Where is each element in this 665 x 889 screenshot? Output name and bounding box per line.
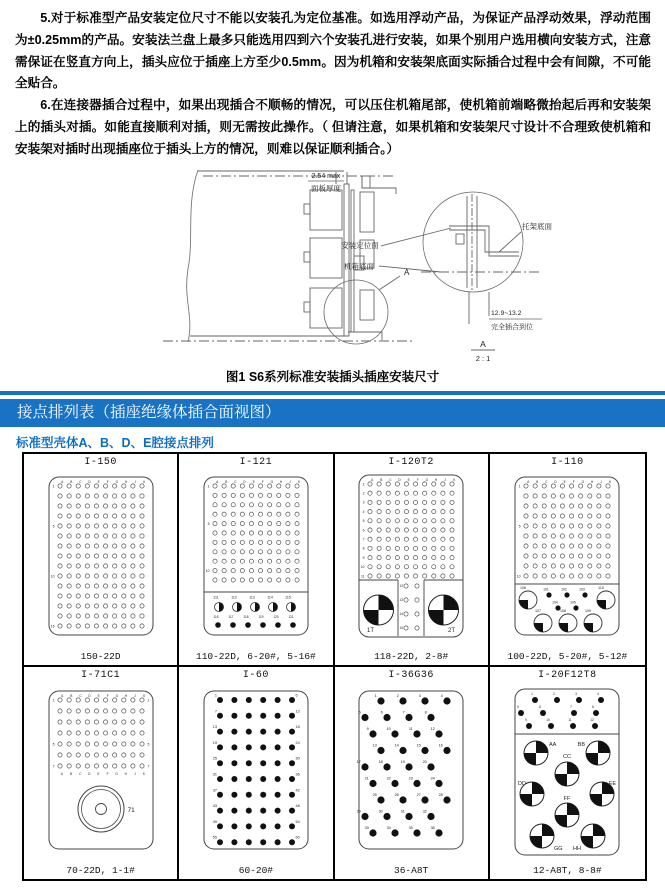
connector-drawing bbox=[31, 473, 171, 645]
svg-text:C: C bbox=[78, 693, 82, 698]
connector-caption: 36-A8T bbox=[394, 865, 429, 876]
svg-text:103: 103 bbox=[579, 587, 586, 592]
connector-caption: 110-22D, 6-20#, 5-16# bbox=[196, 650, 316, 662]
svg-text:7: 7 bbox=[402, 710, 405, 715]
svg-text:119: 119 bbox=[258, 615, 264, 620]
svg-text:J: J bbox=[289, 480, 291, 485]
svg-text:5: 5 bbox=[362, 519, 365, 524]
svg-text:K: K bbox=[609, 480, 612, 485]
svg-text:12: 12 bbox=[399, 584, 404, 589]
svg-text:42: 42 bbox=[295, 788, 300, 793]
svg-text:20: 20 bbox=[422, 759, 427, 764]
svg-text:H: H bbox=[124, 771, 127, 776]
svg-text:G: G bbox=[115, 693, 118, 698]
svg-text:5: 5 bbox=[358, 710, 361, 715]
svg-text:H: H bbox=[124, 480, 127, 485]
svg-text:13: 13 bbox=[372, 743, 377, 748]
detail-scale-label: 2 : 1 bbox=[475, 354, 491, 363]
connector-cell-I-110 bbox=[490, 454, 645, 667]
svg-text:10: 10 bbox=[386, 726, 391, 731]
svg-text:A: A bbox=[60, 693, 63, 698]
svg-text:7: 7 bbox=[362, 537, 365, 542]
svg-text:EE: EE bbox=[609, 780, 617, 787]
svg-text:12: 12 bbox=[590, 717, 595, 722]
svg-text:121: 121 bbox=[288, 615, 294, 620]
svg-text:E: E bbox=[407, 478, 410, 483]
svg-text:B: B bbox=[69, 771, 72, 776]
svg-text:E: E bbox=[563, 480, 567, 485]
svg-text:109: 109 bbox=[585, 609, 592, 614]
connector-caption: 70-22D, 1-1# bbox=[66, 865, 135, 876]
svg-text:113: 113 bbox=[249, 595, 255, 600]
section-subtitle: 标准型壳体A、B、D、E腔接点排列 bbox=[16, 436, 214, 450]
svg-text:31: 31 bbox=[400, 809, 405, 814]
svg-text:B: B bbox=[69, 480, 73, 485]
connector-caption: 60-20# bbox=[238, 865, 273, 876]
svg-text:C: C bbox=[389, 478, 392, 483]
svg-text:10: 10 bbox=[360, 565, 365, 570]
svg-text:4: 4 bbox=[597, 691, 600, 696]
svg-text:B: B bbox=[380, 478, 383, 483]
svg-text:2: 2 bbox=[362, 491, 365, 496]
svg-text:5: 5 bbox=[52, 524, 55, 529]
svg-text:11: 11 bbox=[361, 574, 365, 579]
svg-text:23: 23 bbox=[408, 776, 413, 781]
mate-dim-label: 12.9~13.2 bbox=[491, 310, 522, 317]
svg-text:G: G bbox=[270, 480, 273, 485]
svg-text:A: A bbox=[216, 480, 219, 485]
svg-text:24: 24 bbox=[430, 776, 435, 781]
svg-text:7: 7 bbox=[214, 709, 217, 714]
svg-text:1: 1 bbox=[52, 698, 55, 703]
svg-text:FF: FF bbox=[564, 795, 571, 802]
svg-text:11: 11 bbox=[408, 726, 413, 731]
connector-cell-I-60 bbox=[179, 667, 334, 880]
svg-text:32: 32 bbox=[422, 809, 427, 814]
svg-text:120: 120 bbox=[273, 615, 279, 620]
svg-text:37: 37 bbox=[212, 788, 217, 793]
svg-text:15: 15 bbox=[399, 626, 404, 631]
svg-text:19: 19 bbox=[212, 740, 217, 745]
svg-text:J: J bbox=[133, 480, 136, 485]
svg-text:K: K bbox=[142, 771, 145, 776]
connector-cell-I-20F12T8 bbox=[490, 667, 645, 880]
svg-text:5: 5 bbox=[147, 742, 150, 747]
svg-text:6: 6 bbox=[380, 710, 383, 715]
svg-text:AA: AA bbox=[549, 741, 557, 748]
svg-text:D: D bbox=[554, 480, 558, 485]
svg-text:48: 48 bbox=[295, 803, 300, 808]
svg-text:F: F bbox=[261, 480, 264, 485]
svg-text:4: 4 bbox=[362, 510, 365, 515]
svg-text:7: 7 bbox=[147, 764, 150, 769]
connector-caption: 12-A8T, 8-8# bbox=[533, 865, 602, 876]
svg-text:1: 1 bbox=[531, 691, 534, 696]
detail-a-title: A bbox=[480, 339, 486, 349]
svg-text:25: 25 bbox=[372, 792, 377, 797]
svg-text:117: 117 bbox=[228, 615, 234, 620]
svg-text:25: 25 bbox=[212, 756, 217, 761]
svg-text:10: 10 bbox=[205, 569, 210, 574]
svg-text:J: J bbox=[444, 478, 447, 483]
connector-drawing bbox=[341, 473, 481, 645]
connector-title: I-20F12T8 bbox=[538, 669, 597, 681]
connector-drawing bbox=[341, 687, 481, 859]
svg-text:D: D bbox=[88, 693, 91, 698]
connector-title: I-150 bbox=[84, 457, 117, 468]
connector-title: I-121 bbox=[239, 457, 273, 468]
connector-drawing bbox=[31, 687, 171, 859]
svg-text:HH: HH bbox=[573, 845, 582, 852]
section-banner-title: 接点排列表（插座绝缘体插合面视图） bbox=[17, 404, 281, 421]
svg-text:115: 115 bbox=[285, 595, 291, 600]
svg-text:7: 7 bbox=[570, 704, 573, 709]
svg-text:D: D bbox=[398, 478, 401, 483]
svg-text:5: 5 bbox=[518, 524, 521, 529]
svg-text:15: 15 bbox=[416, 743, 421, 748]
connector-cell-I-71C1 bbox=[24, 667, 179, 880]
svg-text:31: 31 bbox=[212, 772, 217, 777]
connector-drawing bbox=[186, 687, 326, 859]
chassis-bottom-label: 机箱底面 bbox=[344, 262, 374, 271]
svg-text:E: E bbox=[97, 480, 100, 485]
svg-text:43: 43 bbox=[212, 803, 217, 808]
svg-text:36: 36 bbox=[430, 825, 435, 830]
connector-cell-I-150 bbox=[24, 454, 179, 667]
svg-text:12: 12 bbox=[430, 726, 435, 731]
svg-text:G: G bbox=[115, 480, 118, 485]
connector-drawing bbox=[497, 687, 637, 859]
svg-text:110: 110 bbox=[598, 586, 605, 591]
svg-text:22: 22 bbox=[386, 776, 391, 781]
svg-text:55: 55 bbox=[212, 835, 217, 840]
svg-text:1: 1 bbox=[518, 484, 521, 489]
svg-text:1: 1 bbox=[207, 484, 210, 489]
svg-text:49: 49 bbox=[212, 819, 217, 824]
svg-text:30: 30 bbox=[378, 809, 383, 814]
svg-text:1T: 1T bbox=[367, 628, 375, 635]
svg-text:5: 5 bbox=[207, 522, 210, 527]
svg-text:3: 3 bbox=[362, 500, 365, 505]
paragraph-6: 6.在连接器插合过程中，如果出现插合不顺畅的情况，可以压住机箱尾部，使机箱前端略微抬起后再和安装架上的插头对插。如能直接顺利对插，则无需按此操作。（ 但请注意，如果机箱和安装架尺寸设计不合理致使机箱和安装架对插时出现插座位于插头上方的情况，则难以保证顺利插合。） bbox=[15, 98, 651, 156]
mate-text-label: 完全插合到位 bbox=[491, 324, 533, 331]
svg-text:2: 2 bbox=[396, 693, 399, 698]
svg-text:108: 108 bbox=[560, 609, 567, 614]
svg-text:9: 9 bbox=[366, 726, 369, 731]
svg-text:2T: 2T bbox=[448, 628, 456, 635]
svg-text:1: 1 bbox=[52, 484, 55, 489]
svg-text:BB: BB bbox=[578, 741, 586, 748]
section-banner bbox=[0, 399, 665, 427]
connector-cell-I-120T2 bbox=[335, 454, 490, 667]
svg-text:H: H bbox=[124, 693, 127, 698]
svg-text:J: J bbox=[600, 480, 603, 485]
svg-text:K: K bbox=[142, 480, 145, 485]
connector-title: I-60 bbox=[242, 669, 269, 681]
svg-text:F: F bbox=[573, 480, 576, 485]
svg-text:13: 13 bbox=[399, 598, 404, 603]
svg-text:B: B bbox=[536, 480, 539, 485]
svg-text:GG: GG bbox=[554, 845, 563, 852]
svg-text:E: E bbox=[252, 480, 255, 485]
connector-drawing bbox=[186, 473, 326, 645]
svg-text:6: 6 bbox=[295, 693, 298, 698]
svg-text:7: 7 bbox=[52, 764, 55, 769]
svg-text:6: 6 bbox=[539, 704, 542, 709]
svg-text:C: C bbox=[234, 480, 237, 485]
detail-a-marker: A bbox=[404, 268, 410, 277]
connector-cell-I-36G36 bbox=[335, 667, 490, 880]
svg-text:107: 107 bbox=[535, 609, 542, 614]
svg-text:J: J bbox=[133, 771, 136, 776]
svg-text:30: 30 bbox=[295, 756, 300, 761]
svg-text:3: 3 bbox=[575, 691, 578, 696]
bracket-bottom-label: 托架底面 bbox=[522, 222, 552, 231]
svg-text:A: A bbox=[527, 480, 530, 485]
svg-text:C: C bbox=[78, 771, 82, 776]
svg-text:106: 106 bbox=[520, 586, 527, 591]
svg-text:11: 11 bbox=[568, 717, 573, 722]
svg-text:12: 12 bbox=[295, 709, 300, 714]
svg-text:A: A bbox=[60, 480, 63, 485]
svg-text:D: D bbox=[87, 771, 91, 776]
svg-text:24: 24 bbox=[295, 740, 300, 745]
svg-text:9: 9 bbox=[362, 556, 365, 561]
svg-text:10: 10 bbox=[50, 574, 55, 579]
svg-text:B: B bbox=[225, 480, 228, 485]
svg-text:2: 2 bbox=[553, 691, 556, 696]
svg-text:116: 116 bbox=[213, 615, 219, 620]
svg-text:29: 29 bbox=[356, 809, 361, 814]
svg-text:J: J bbox=[133, 693, 136, 698]
svg-text:13: 13 bbox=[212, 724, 217, 729]
svg-text:6: 6 bbox=[362, 528, 365, 533]
svg-text:9: 9 bbox=[525, 717, 528, 722]
dim-254-label: 2.54 max bbox=[311, 173, 341, 180]
svg-text:F: F bbox=[106, 693, 109, 698]
svg-text:8: 8 bbox=[424, 710, 427, 715]
svg-text:5: 5 bbox=[52, 742, 55, 747]
svg-text:3: 3 bbox=[418, 693, 421, 698]
svg-text:18: 18 bbox=[378, 759, 383, 764]
panel-thickness-label: 面板厚度 bbox=[311, 184, 341, 193]
svg-text:K: K bbox=[298, 480, 301, 485]
svg-text:K: K bbox=[142, 693, 145, 698]
connector-caption: 118-22D, 2-8# bbox=[374, 650, 449, 662]
svg-text:D: D bbox=[243, 480, 246, 485]
svg-text:10: 10 bbox=[546, 717, 551, 722]
svg-text:1: 1 bbox=[362, 482, 365, 487]
svg-text:1: 1 bbox=[147, 698, 150, 703]
svg-text:CC: CC bbox=[563, 753, 572, 760]
connector-title: I-71C1 bbox=[81, 669, 121, 681]
svg-text:102: 102 bbox=[561, 587, 568, 592]
connector-caption: 150-22D bbox=[80, 650, 121, 662]
svg-text:14: 14 bbox=[399, 612, 404, 617]
svg-text:118: 118 bbox=[243, 615, 249, 620]
svg-text:D: D bbox=[88, 480, 91, 485]
svg-text:27: 27 bbox=[416, 792, 421, 797]
svg-text:19: 19 bbox=[400, 759, 405, 764]
svg-text:33: 33 bbox=[364, 825, 369, 830]
svg-text:E: E bbox=[96, 771, 100, 776]
connector-title: I-120T2 bbox=[388, 457, 434, 468]
svg-text:112: 112 bbox=[231, 595, 237, 600]
svg-text:E: E bbox=[97, 693, 100, 698]
svg-text:4: 4 bbox=[440, 693, 443, 698]
svg-text:54: 54 bbox=[295, 819, 300, 824]
svg-text:35: 35 bbox=[408, 825, 413, 830]
svg-text:A: A bbox=[60, 771, 63, 776]
svg-text:C: C bbox=[545, 480, 548, 485]
svg-text:26: 26 bbox=[394, 792, 399, 797]
svg-text:F: F bbox=[106, 771, 109, 776]
svg-text:F: F bbox=[416, 478, 419, 483]
svg-text:101: 101 bbox=[543, 587, 550, 592]
connector-title: I-110 bbox=[551, 457, 584, 468]
svg-text:A: A bbox=[371, 478, 374, 483]
svg-text:H: H bbox=[591, 480, 594, 485]
connector-caption: 100-22D, 5-20#, 5-12# bbox=[507, 650, 628, 662]
svg-text:15: 15 bbox=[50, 624, 55, 629]
svg-text:8: 8 bbox=[362, 546, 365, 551]
svg-text:10: 10 bbox=[517, 574, 521, 579]
svg-text:G: G bbox=[425, 478, 429, 483]
figure bbox=[138, 164, 558, 364]
connector-cell-I-121 bbox=[179, 454, 334, 667]
svg-text:36: 36 bbox=[295, 772, 300, 777]
paragraph-5: 5.对于标准型产品安装定位尺寸不能以安装孔为定位基准。如选用浮动产品，为保证产品浮动效果，浮动范围为±0.25mm的产品。安装法兰盘上最多只能选用四到六个安装孔进行安装，如果个别用户选用横向安装方式，注意需保证在竖直方向上，插头应位于插座上方至少0.5mm。因为机箱和安装架底面实际插合过程中会有间隙，不可能全贴合。 bbox=[15, 11, 651, 91]
svg-text:G: G bbox=[115, 771, 118, 776]
svg-text:34: 34 bbox=[386, 825, 391, 830]
connector-title: I-36G36 bbox=[388, 669, 434, 681]
svg-text:1: 1 bbox=[374, 693, 377, 698]
svg-text:1: 1 bbox=[214, 693, 217, 698]
figure-diagram bbox=[138, 164, 558, 364]
svg-text:28: 28 bbox=[438, 792, 443, 797]
figure-caption: 图1 S6系列标准安装插头插座安装尺寸 bbox=[225, 370, 440, 384]
svg-text:14: 14 bbox=[394, 743, 399, 748]
svg-text:H: H bbox=[279, 480, 283, 485]
connector-table bbox=[22, 452, 647, 881]
svg-text:DD: DD bbox=[518, 780, 527, 787]
svg-text:105: 105 bbox=[570, 600, 577, 605]
svg-text:H: H bbox=[434, 478, 438, 483]
svg-text:C: C bbox=[78, 480, 82, 485]
svg-text:5: 5 bbox=[517, 704, 520, 709]
svg-text:71: 71 bbox=[127, 806, 135, 814]
mount-surface-label: 安装定位面 bbox=[341, 241, 379, 250]
svg-text:8: 8 bbox=[592, 704, 595, 709]
svg-text:21: 21 bbox=[364, 776, 369, 781]
section-divider bbox=[0, 391, 665, 395]
svg-text:60: 60 bbox=[295, 835, 300, 840]
svg-text:18: 18 bbox=[295, 724, 300, 729]
svg-text:B: B bbox=[69, 693, 73, 698]
svg-text:K: K bbox=[453, 478, 456, 483]
svg-text:114: 114 bbox=[267, 595, 273, 600]
body-text bbox=[15, 8, 651, 161]
svg-text:F: F bbox=[106, 480, 109, 485]
svg-text:16: 16 bbox=[438, 743, 443, 748]
connector-drawing bbox=[497, 473, 637, 645]
svg-text:17: 17 bbox=[356, 759, 361, 764]
svg-text:104: 104 bbox=[552, 600, 559, 605]
svg-text:111: 111 bbox=[213, 595, 219, 600]
svg-text:G: G bbox=[581, 480, 585, 485]
